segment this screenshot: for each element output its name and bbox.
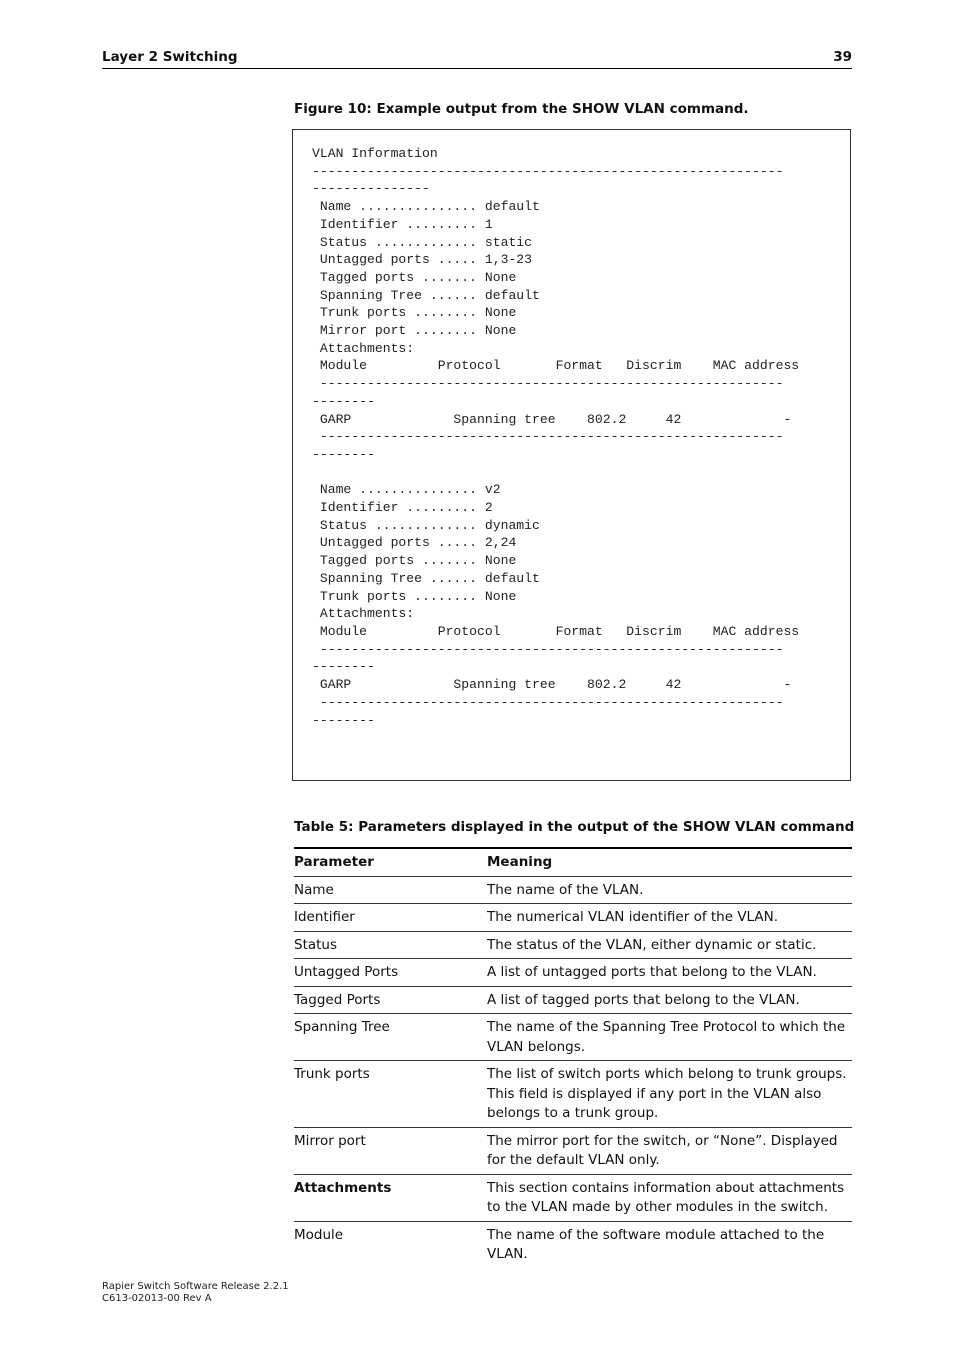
console-output-figure — [292, 129, 851, 781]
console-line: -------- — [312, 659, 375, 675]
console-line: Module Protocol Format Discrim MAC address — [312, 358, 800, 374]
console-line: Mirror port ........ None — [312, 323, 517, 339]
console-line: ----------------------------------------------------------- — [312, 641, 784, 657]
console-line: GARP Spanning tree 802.2 42 - — [312, 411, 792, 427]
parameter-cell: Trunk ports — [294, 1066, 370, 1082]
parameter-cell: Name — [294, 881, 334, 898]
meaning-cell: The name of the VLAN. — [487, 881, 644, 898]
console-line: Tagged ports ....... None — [312, 553, 517, 569]
meaning-cell: A list of untagged ports that belong to the VLAN. — [487, 964, 817, 980]
console-line: Status ............. dynamic — [312, 517, 540, 533]
console-line: Identifier ......... 1 — [312, 216, 493, 232]
console-line: Attachments: — [312, 606, 415, 622]
footer-release: Rapier Switch Software Release 2.2.1 — [102, 1281, 289, 1292]
console-line: --------------- — [312, 181, 430, 197]
console-line: Name ............... default — [312, 199, 540, 215]
console-output — [312, 145, 799, 729]
console-line: Identifier ......... 2 — [312, 500, 493, 516]
meaning-cell: The name of the software module attached to the VLAN. — [487, 1226, 825, 1262]
parameter-cell: Identifier — [294, 909, 355, 925]
parameter-cell: Tagged Ports — [294, 991, 381, 1008]
console-line: ----------------------------------------------------------- — [312, 429, 784, 445]
figure-caption: Figure 10: Example output from the SHOW VLAN command. — [294, 101, 749, 117]
meaning-cell: The list of switch ports which belong to trunk groups. This field is displayed if any port in the VLAN also belongs to a trunk group. — [487, 1066, 847, 1121]
header-parameter: Parameter — [294, 854, 374, 870]
console-line: Untagged ports ..... 2,24 — [312, 535, 517, 551]
console-line: ------------------------------------------------------------ — [312, 163, 784, 179]
console-line: Tagged ports ....... None — [312, 269, 517, 285]
console-line: ----------------------------------------------------------- — [312, 376, 784, 392]
console-line: -------- — [312, 712, 375, 728]
console-line: Module Protocol Format Discrim MAC address — [312, 623, 800, 639]
table-row — [294, 904, 852, 932]
meaning-cell: The status of the VLAN, either dynamic or static. — [487, 936, 817, 953]
section-title: Layer 2 Switching — [102, 49, 238, 65]
console-line: Attachments: — [312, 340, 415, 356]
console-line: Name ............... v2 — [312, 482, 501, 498]
console-line: Spanning Tree ...... default — [312, 570, 540, 586]
table-row — [294, 877, 852, 905]
console-line: ----------------------------------------------------------- — [312, 694, 784, 710]
meaning-cell: A list of tagged ports that belong to the VLAN. — [487, 991, 800, 1008]
footer-doc-number: C613-02013-00 Rev A — [102, 1293, 212, 1304]
parameters-table — [294, 847, 852, 1268]
page-footer — [102, 1281, 289, 1305]
table-row — [294, 1128, 852, 1175]
table-row — [294, 932, 852, 960]
parameter-cell: Attachments — [294, 1179, 392, 1196]
table-header-row — [294, 849, 852, 877]
console-line: Untagged ports ..... 1,3-23 — [312, 252, 533, 268]
console-line: -------- — [312, 446, 375, 462]
table-caption: Table 5: Parameters displayed in the output of the SHOW VLAN command — [294, 819, 855, 835]
console-line: GARP Spanning tree 802.2 42 - — [312, 677, 792, 693]
meaning-cell: The name of the Spanning Tree Protocol to which the VLAN belongs. — [487, 1019, 846, 1055]
console-line: -------- — [312, 393, 375, 409]
table-row — [294, 1061, 852, 1128]
table-row — [294, 1175, 852, 1222]
parameter-cell: Mirror port — [294, 1132, 366, 1149]
page-header — [102, 48, 852, 69]
parameter-cell: Module — [294, 1226, 344, 1243]
meaning-cell: The numerical VLAN identifier of the VLAN. — [487, 909, 779, 925]
meaning-cell: The mirror port for the switch, or “None”. Displayed for the default VLAN only. — [487, 1132, 838, 1168]
table-row — [294, 1222, 852, 1268]
table-row — [294, 987, 852, 1015]
table-row — [294, 959, 852, 987]
meaning-cell: This section contains information about attachments to the VLAN made by other modules in the switch. — [487, 1179, 845, 1215]
console-line: Trunk ports ........ None — [312, 305, 517, 321]
page-number: 39 — [833, 49, 852, 65]
table-row — [294, 1014, 852, 1061]
parameter-cell: Untagged Ports — [294, 964, 399, 980]
console-line: Trunk ports ........ None — [312, 588, 517, 604]
parameter-cell: Status — [294, 936, 338, 953]
console-line: Status ............. static — [312, 234, 533, 250]
header-meaning: Meaning — [487, 854, 553, 870]
parameter-cell: Spanning Tree — [294, 1019, 390, 1035]
console-line: Spanning Tree ...... default — [312, 287, 540, 303]
console-line: VLAN Information — [312, 146, 438, 161]
console-line — [312, 464, 799, 482]
